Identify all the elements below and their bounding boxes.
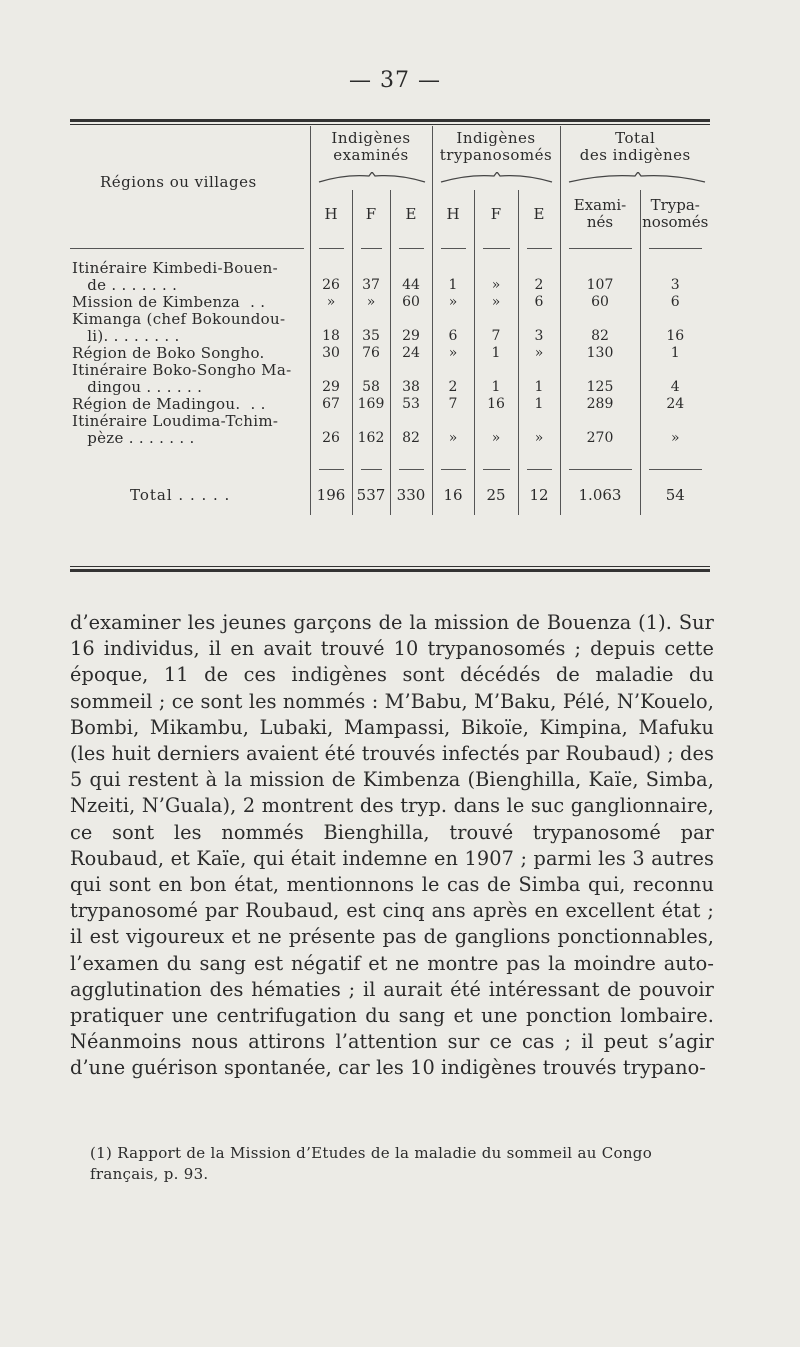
row-value-cell: 30 bbox=[310, 345, 352, 362]
row-region-name: Région de Boko Songho. bbox=[72, 344, 265, 362]
row-value-cell: 29 bbox=[390, 311, 432, 345]
total-cell: 196 bbox=[310, 475, 352, 515]
total-cell: 16 bbox=[432, 475, 474, 515]
table-row bbox=[70, 396, 710, 413]
row-value-cell: 6 bbox=[518, 294, 560, 311]
row-value-cell: 1 bbox=[432, 260, 474, 294]
row-value-cell: 18 bbox=[310, 311, 352, 345]
row-value-cell: 4 bbox=[640, 362, 710, 396]
row-value-cell: 1 bbox=[518, 396, 560, 413]
row-value-cell: 58 bbox=[352, 362, 390, 396]
row-value-cell: 76 bbox=[352, 345, 390, 362]
row-value-cell: 35 bbox=[352, 311, 390, 345]
group-header-examined: Indigènes examinés bbox=[310, 126, 432, 178]
row-value-cell: 6 bbox=[640, 294, 710, 311]
sub-header-examines: Exami- nés bbox=[560, 190, 640, 238]
row-value-cell: 37 bbox=[352, 260, 390, 294]
sub-header-e: E bbox=[390, 190, 432, 238]
table-row bbox=[70, 294, 710, 311]
total-cell: 25 bbox=[474, 475, 518, 515]
row-region-name: Région de Madingou. . . bbox=[72, 395, 266, 413]
row-value-cell: 3 bbox=[640, 260, 710, 294]
sub-header-e: E bbox=[518, 190, 560, 238]
row-value-cell: » bbox=[474, 413, 518, 447]
header-separator bbox=[70, 238, 710, 260]
row-value-cell: 26 bbox=[310, 260, 352, 294]
table-top-rule-thin bbox=[70, 124, 710, 125]
row-value-cell: 169 bbox=[352, 396, 390, 413]
table-bottom-rule-thick bbox=[70, 569, 710, 572]
row-value-cell: 3 bbox=[518, 311, 560, 345]
sub-header-f: F bbox=[474, 190, 518, 238]
row-value-cell: 16 bbox=[640, 311, 710, 345]
row-value-cell: 60 bbox=[390, 294, 432, 311]
row-region-name: Itinéraire Kimbedi-Bouen- de . . . . . . . bbox=[72, 259, 279, 294]
brace bbox=[432, 178, 560, 190]
total-label: Total . . . . . bbox=[130, 485, 231, 504]
body-paragraph: d’examiner les jeunes garçons de la mission de Bouenza (1). Sur 16 individus, il en avait trouvé 10 trypanosomés ; depuis cette époque, 11 de ces indigènes sont décédés de maladie du sommeil ; ce sont les nommés : M’Babu, M’Baku, Pélé, N’Kouelo, Bombi, Mikambu, Lubaki, Mampassi, Bikoïe, Kimpina, Mafuku (les huit derniers avaient été trouvés infectés par Roubaud) ; des 5 qui restent à la mission de Kimbenza (Bienghilla, Kaïe, Simba, Nzeiti, N’Guala), 2 montrent des tryp. dans le suc ganglionnaire, ce sont les nommés Bienghilla, trouvé trypanosomé par Roubaud, et Kaïe, qui était indemne en 1907 ; parmi les 3 autres qui sont en bon état, mentionnons le cas de Simba qui, reconnu trypanosomé par Roubaud, est cinq ans après en excellent état ; il est vigoureux et ne présente pas de ganglions ponctionnables, l’examen du sang est négatif et ne montre pas la moindre auto-agglutination des hématies ; il aurait été intéressant de pouvoir pratiquer une centrifugation du sang et une ponction lombaire. Néanmoins nous attirons l’attention sur ce cas ; il peut s’agir d’une guérison spontanée, car les 10 indigènes trouvés trypano- bbox=[70, 611, 714, 1080]
row-value-cell: 29 bbox=[310, 362, 352, 396]
row-value-cell: 130 bbox=[560, 345, 640, 362]
row-value-cell: 6 bbox=[432, 311, 474, 345]
table-row bbox=[70, 311, 710, 345]
row-value-cell: » bbox=[432, 294, 474, 311]
table-body bbox=[70, 260, 710, 447]
row-value-cell: 1 bbox=[518, 362, 560, 396]
total-cell: 54 bbox=[640, 475, 710, 515]
row-value-cell: 289 bbox=[560, 396, 640, 413]
total-cell: 12 bbox=[518, 475, 560, 515]
row-value-cell: 1 bbox=[474, 362, 518, 396]
table-row bbox=[70, 260, 710, 294]
table-row bbox=[70, 413, 710, 447]
row-value-cell: » bbox=[474, 294, 518, 311]
row-value-cell: 67 bbox=[310, 396, 352, 413]
brace bbox=[310, 178, 432, 190]
row-value-cell: 24 bbox=[640, 396, 710, 413]
page-number: — 37 — bbox=[349, 68, 441, 93]
row-value-cell: 125 bbox=[560, 362, 640, 396]
footnote: (1) Rapport de la Mission d’Etudes de la maladie du sommeil au Congo français, p. 93. bbox=[90, 1144, 653, 1183]
row-value-cell: » bbox=[518, 413, 560, 447]
row-region-name: Mission de Kimbenza . . bbox=[72, 293, 266, 311]
sub-header-h: H bbox=[310, 190, 352, 238]
row-value-cell: » bbox=[432, 413, 474, 447]
total-cell: 1.063 bbox=[560, 475, 640, 515]
total-cell: 537 bbox=[352, 475, 390, 515]
row-value-cell: 26 bbox=[310, 413, 352, 447]
row-value-cell: 60 bbox=[560, 294, 640, 311]
row-value-cell: » bbox=[474, 260, 518, 294]
row-value-cell: 107 bbox=[560, 260, 640, 294]
row-value-cell: 24 bbox=[390, 345, 432, 362]
row-region-name: Itinéraire Loudima-Tchim- pèze . . . . . . . bbox=[72, 412, 279, 447]
row-value-cell: » bbox=[352, 294, 390, 311]
row-value-cell: 44 bbox=[390, 260, 432, 294]
row-value-cell: 162 bbox=[352, 413, 390, 447]
row-value-cell: 2 bbox=[518, 260, 560, 294]
row-value-cell: 82 bbox=[390, 413, 432, 447]
sub-header-h: H bbox=[432, 190, 474, 238]
row-region-name: Kimanga (chef Bokoundou- li). . . . . . . . bbox=[72, 310, 286, 345]
total-cell: 330 bbox=[390, 475, 432, 515]
row-value-cell: » bbox=[310, 294, 352, 311]
table-top-rule bbox=[70, 119, 710, 122]
brace bbox=[560, 178, 710, 190]
group-header-trypanosomes: Indigènes trypanosomés bbox=[432, 126, 560, 178]
total-separator bbox=[70, 447, 710, 475]
row-value-cell: 7 bbox=[432, 396, 474, 413]
row-value-cell: 16 bbox=[474, 396, 518, 413]
row-value-cell: 82 bbox=[560, 311, 640, 345]
region-column-header: Régions ou villages bbox=[100, 172, 257, 191]
table-row bbox=[70, 362, 710, 396]
table-bottom-rule bbox=[70, 566, 710, 567]
group-header-total: Total des indigènes bbox=[560, 126, 710, 178]
row-value-cell: » bbox=[640, 413, 710, 447]
row-value-cell: 7 bbox=[474, 311, 518, 345]
row-value-cell: 1 bbox=[640, 345, 710, 362]
data-table bbox=[70, 126, 710, 515]
total-row bbox=[70, 475, 710, 515]
sub-header-trypanosomes: Trypa- nosomés bbox=[640, 190, 710, 238]
row-value-cell: » bbox=[432, 345, 474, 362]
row-value-cell: 2 bbox=[432, 362, 474, 396]
row-value-cell: 38 bbox=[390, 362, 432, 396]
row-value-cell: 53 bbox=[390, 396, 432, 413]
row-value-cell: 270 bbox=[560, 413, 640, 447]
table-row bbox=[70, 345, 710, 362]
row-region-name: Itinéraire Boko-Songho Ma- dingou . . . . . . bbox=[72, 361, 292, 396]
row-value-cell: 1 bbox=[474, 345, 518, 362]
row-value-cell: » bbox=[518, 345, 560, 362]
sub-header-f: F bbox=[352, 190, 390, 238]
